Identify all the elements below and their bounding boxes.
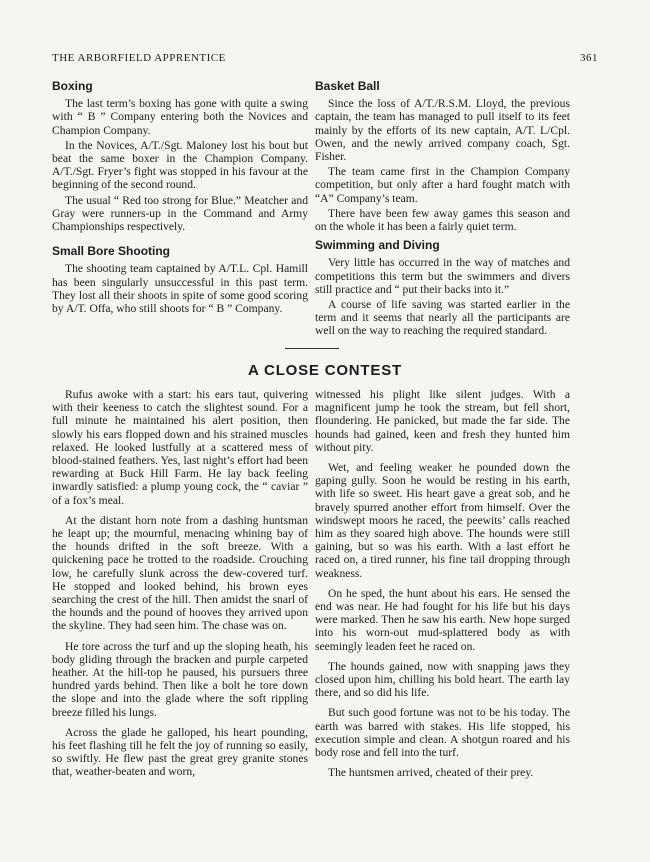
running-header: [52, 52, 598, 64]
basketball-paragraph-2: The team came first in the Champion Company competition, but only after a hard fought match with “A” Company’s team.: [315, 165, 570, 205]
story-paragraph: At the distant horn note from a dashing huntsman he leapt up; the mournful, menacing whining bay of the hounds drifted in the soft breeze. With a quickening pace he trotted to the roadside. Crouching low, he carefully slunk across the dew-covered turf. He stopped and looked behind, his brown eyes searching the crest of the hill. Then amidst the snarl of the hounds and the pound of hooves they arrived upon the skyline. They had seen him. The chase was on.: [52, 513, 308, 633]
boxing-paragraph-2: In the Novices, A/T./Sgt. Maloney lost his bout but beat the same boxer in the Champion Company. A/T./Sgt. Fryer’s fight was stopped in his favour at the beginning of the second round.: [52, 138, 308, 192]
story-paragraph: The huntsmen arrived, cheated of their prey.: [328, 766, 534, 780]
journal-title: THE ARBORFIELD APPRENTICE: [52, 52, 226, 64]
swimming-heading: Swimming and Diving: [315, 238, 440, 253]
story-title: A CLOSE CONTEST: [248, 362, 402, 379]
story-paragraph: The hounds gained, now with snapping jaws they closed upon him, chilling his bold heart. The earth lay there, and so did his life.: [315, 659, 570, 700]
basketball-section: [315, 80, 570, 233]
story-right-column: [315, 388, 570, 786]
story-paragraph: Across the glade he galloped, his heart pounding, his feet flashing till he felt the joy of running so easily, so swiftly. He flew past the great grey granite stones that, weather-beaten and worn,: [52, 725, 308, 779]
sports-left-column: [52, 80, 308, 317]
boxing-section: [52, 80, 308, 233]
basketball-paragraph-1: Since the loss of A/T./R.S.M. Lloyd, the previous captain, the team has managed to pull itself to its feet mainly by the efforts of its new captain, A/T. L/Cpl. Owen, and the newly arrived company coach, Sgt. Fisher.: [315, 97, 570, 164]
shooting-paragraph-1: The shooting team captained by A/T.L. Cpl. Hamill has been singularly unsuccessful in this past term. They lost all their shoots in spite of some good scoring by A/T. Offa, who still shoots for “ B ” Company.: [52, 262, 308, 316]
story-paragraph: Rufus awoke with a start: his ears taut, quivering with their keeness to catch the slightest sound. For a full minute he maintained his alert position, then slowly his ears flopped down and his strained muscles relaxed. He looked lustfully at a scattered mess of blood-stained feathers. Yes, last night’s effort had been rewarding at Buck Hill Farm. He lay back feeling inwardly satisfied: a plump young cock, the “ caviar ” of a fox’s meal.: [52, 388, 308, 507]
boxing-heading: Boxing: [52, 79, 93, 93]
boxing-paragraph-1: The last term’s boxing has gone with quite a swing with “ B ” Company entering both the Novices and Champion Company.: [52, 97, 308, 137]
story-left-column: [52, 388, 308, 786]
shooting-section: [52, 245, 308, 315]
story-paragraph: On he sped, the hunt about his ears. He sensed the end was near. He had fought for his life but his days were marked. Then he saw his earth. New hope surged into his worn-out mud-splattered body as with seemingly leaden feet he raced on.: [315, 586, 570, 653]
sports-right-column: [315, 80, 570, 340]
basketball-heading: Basket Ball: [315, 79, 380, 93]
swimming-paragraph-1: Very little has occurred in the way of matches and competitions this term but the swimmers and divers still practice and “ put their backs into it.”: [315, 256, 570, 296]
swimming-paragraph-2: A course of life saving was started earlier in the term and it seems that nearly all the participants are well on the way to reaching the required standard.: [315, 298, 570, 338]
swimming-section: [315, 239, 570, 337]
story-paragraph: Wet, and feeling weaker he pounded down the gaping gully. Soon he would be resting in his earth, with life so sweet. His heart gave a great sob, and he bravely spurred another effort from himself. Over the windswept moors he raced, the peewits’ calls reached him as they soared high above. The hounds were still gaining, but so was his earth. With a last effort he raced on, a tired runner, his fine tail dropping through weakness.: [315, 461, 570, 580]
story-paragraph: But such good fortune was not to be his today. The earth was barred with stakes. His life stopped, his execution simple and clean. A shotgun roared and his body rose and fell into the turf.: [315, 706, 570, 760]
story-paragraph: He tore across the turf and up the sloping heath, his body gliding through the bracken and purple carpeted heather. At the hill-top he paused, his pursuers three hundred yards behind. Then like a bolt he tore down the slope and into the glade where the soft rippling breeze filled his lungs.: [52, 639, 308, 719]
basketball-paragraph-3: There have been few away games this season and on the whole it has been a fairly quiet term.: [315, 206, 570, 234]
boxing-paragraph-3: The usual “ Red too strong for Blue.” Meatcher and Gray were runners-up in the Command and Army Championships respectively.: [52, 193, 308, 234]
story-paragraph: witnessed his plight like silent judges. With a magnificent jump he took the stream, but fell short, floundering. He panicked, but made the far side. The hounds had gained, keen and fresh they hunted him without pity.: [315, 388, 570, 454]
section-divider: [285, 348, 339, 349]
shooting-heading: Small Bore Shooting: [52, 244, 171, 259]
page-number: 361: [580, 52, 598, 64]
